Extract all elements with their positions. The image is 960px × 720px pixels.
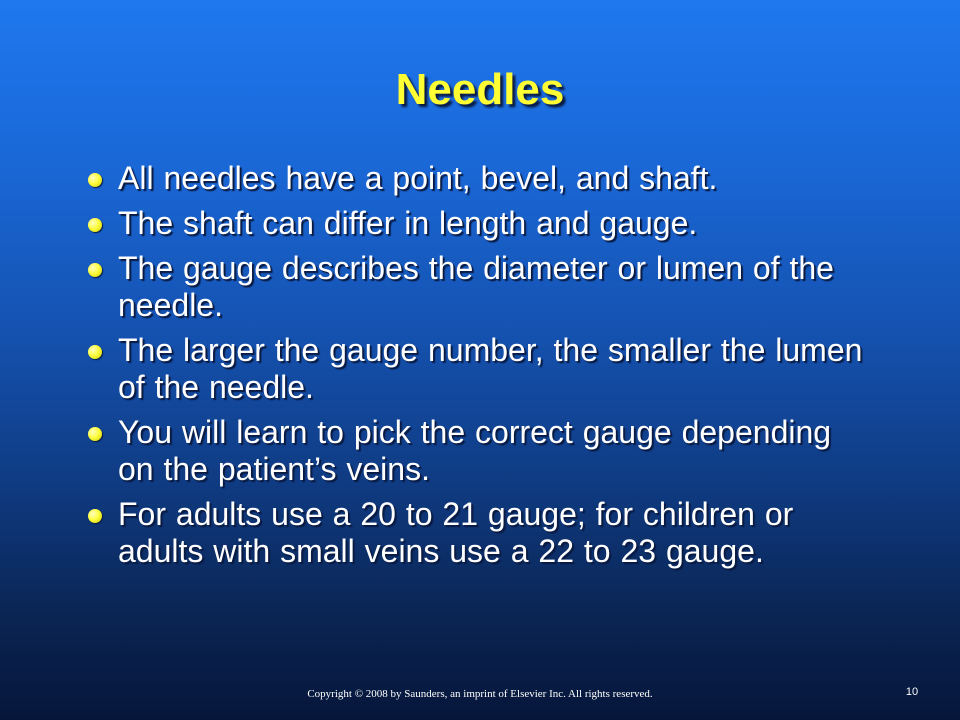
bullet-dot-icon xyxy=(88,345,102,359)
bullet-item xyxy=(82,332,872,406)
bullet-item xyxy=(82,250,872,324)
bullet-item xyxy=(82,205,872,242)
bullet-text: The gauge describes the diameter or lumen of the needle. xyxy=(118,250,834,323)
slide-title: Needles xyxy=(395,65,565,114)
bullet-item xyxy=(82,160,872,197)
bullet-dot-icon xyxy=(88,509,102,523)
bullet-dot-icon xyxy=(88,218,102,232)
bullet-item xyxy=(82,414,872,488)
bullet-dot-icon xyxy=(88,263,102,277)
copyright-footer: Copyright © 2008 by Saunders, an imprint of Elsevier Inc. All rights reserved. xyxy=(307,688,653,700)
bullet-item xyxy=(82,496,872,570)
page-number: 10 xyxy=(905,686,919,698)
bullet-text: The larger the gauge number, the smaller the lumen of the needle. xyxy=(118,332,863,405)
bullet-text: You will learn to pick the correct gauge depending on the patient’s veins. xyxy=(118,414,832,487)
bullet-text: For adults use a 20 to 21 gauge; for children or adults with small veins use a 22 to 23 gauge. xyxy=(118,496,794,569)
bullet-list xyxy=(82,160,872,578)
bullet-dot-icon xyxy=(88,427,102,441)
bullet-text: All needles have a point, bevel, and shaft. xyxy=(118,160,718,196)
bullet-text: The shaft can differ in length and gauge. xyxy=(118,205,698,241)
bullet-dot-icon xyxy=(88,173,102,187)
